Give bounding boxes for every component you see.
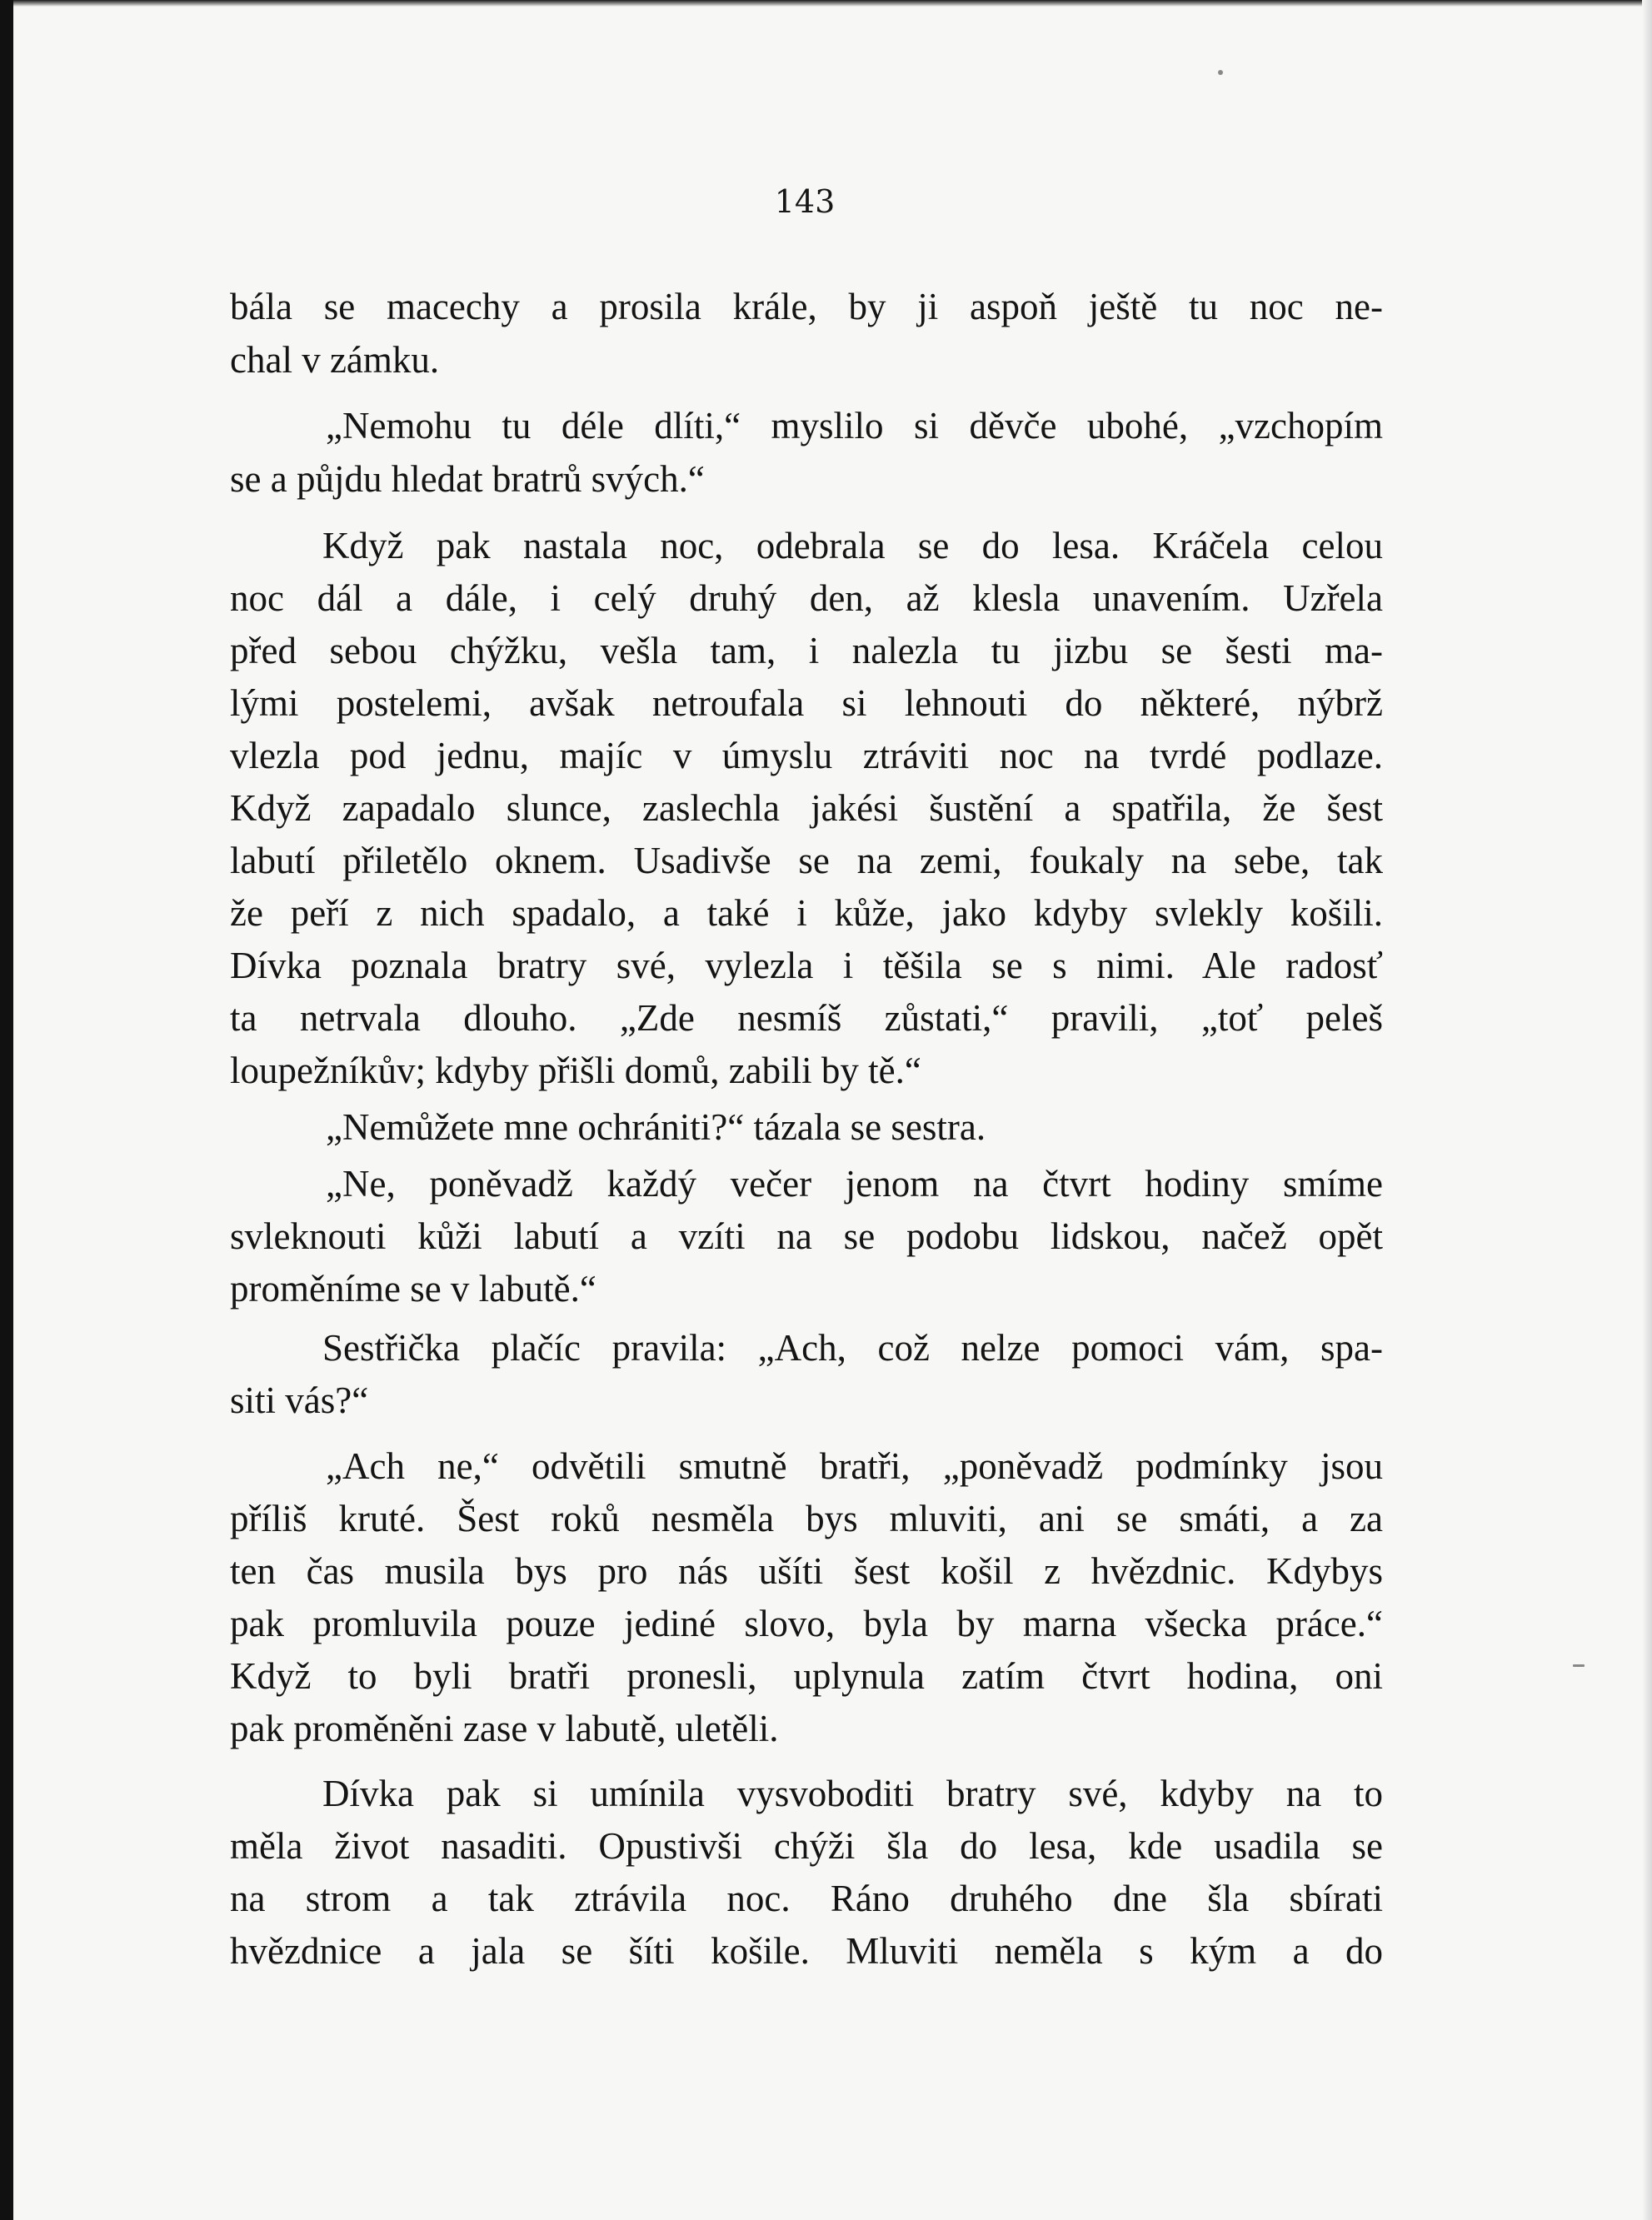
text-line: labutí přiletělo oknem. Usadivše se na zemi, foukaly na sebe, tak — [230, 840, 1383, 881]
text-line: Sestřička plačíc pravila: „Ach, což nelze pomoci vám, spa- — [322, 1327, 1383, 1369]
text-line: Když zapadalo slunce, zaslechla jakési šustění a spatřila, že šest — [230, 787, 1383, 829]
text-line: siti vás?“ — [230, 1379, 369, 1421]
page-number: 143 — [774, 183, 836, 220]
text-line: bála se macechy a prosila krále, by ji aspoň ještě tu noc ne- — [230, 286, 1383, 327]
text-line: hvězdnice a jala se šíti košile. Mluviti neměla s kým a do — [230, 1930, 1383, 1972]
text-line: měla život nasaditi. Opustivši chýži šla do lesa, kde usadila se — [230, 1825, 1383, 1867]
page-right-edge — [1642, 0, 1652, 2220]
text-line: chal v zámku. — [230, 339, 440, 381]
text-line: že peří z nich spadalo, a také i kůže, jako kdyby svlekly košili. — [230, 892, 1383, 934]
text-line: na strom a tak ztrávila noc. Ráno druhého dne šla sbírati — [230, 1878, 1383, 1919]
paper-speck — [1218, 70, 1223, 75]
paper-speck — [1573, 1664, 1585, 1667]
text-line: proměníme se v labutě.“ — [230, 1268, 596, 1310]
text-line: noc dál a dále, i celý druhý den, až klesla unavením. Uzřela — [230, 577, 1383, 619]
text-line: „Nemohu tu déle dlíti,“ myslilo si děvče ubohé, „vzchopím — [326, 405, 1383, 446]
text-line: loupežníkův; kdyby přišli domů, zabili by tě.“ — [230, 1050, 921, 1091]
text-line: ten čas musila bys pro nás ušíti šest košil z hvězdnic. Kdybys — [230, 1550, 1383, 1592]
text-line: lými postelemi, avšak netroufala si lehnouti do některé, nýbrž — [230, 682, 1383, 724]
page-top-edge — [0, 0, 1652, 7]
text-line: svleknouti kůži labutí a vzíti na se podobu lidskou, načež opět — [230, 1215, 1383, 1257]
text-line: vlezla pod jednu, majíc v úmyslu ztráviti noc na tvrdé podlaze. — [230, 735, 1383, 776]
text-line: ta netrvala dlouho. „Zde nesmíš zůstati,“ pravili, „toť peleš — [230, 997, 1383, 1039]
text-line: Dívka poznala bratry své, vylezla i těšila se s nimi. Ale radosť — [230, 945, 1383, 986]
text-line: před sebou chýžku, vešla tam, i nalezla tu jizbu se šesti ma- — [230, 630, 1383, 671]
text-line: pak promluvila pouze jediné slovo, byla by marna všecka práce.“ — [230, 1603, 1383, 1644]
text-line: příliš kruté. Šest roků nesměla bys mluviti, ani se smáti, a za — [230, 1498, 1383, 1539]
text-line: Dívka pak si umínila vysvoboditi bratry své, kdyby na to — [322, 1773, 1383, 1814]
text-line: se a půjdu hledat bratrů svých.“ — [230, 458, 705, 500]
text-line: Když pak nastala noc, odebrala se do lesa. Kráčela celou — [322, 525, 1383, 566]
text-line: „Ne, poněvadž každý večer jenom na čtvrt hodiny smíme — [326, 1163, 1383, 1205]
text-line: „Nemůžete mne ochrániti?“ tázala se sestra. — [326, 1106, 986, 1148]
text-line: „Ach ne,“ odvětili smutně bratři, „poněvadž podmínky jsou — [326, 1445, 1383, 1487]
text-line: pak proměněni zase v labutě, uletěli. — [230, 1708, 779, 1749]
text-line: Když to byli bratři pronesli, uplynula zatím čtvrt hodina, oni — [230, 1655, 1383, 1697]
page-left-edge — [0, 0, 13, 2220]
